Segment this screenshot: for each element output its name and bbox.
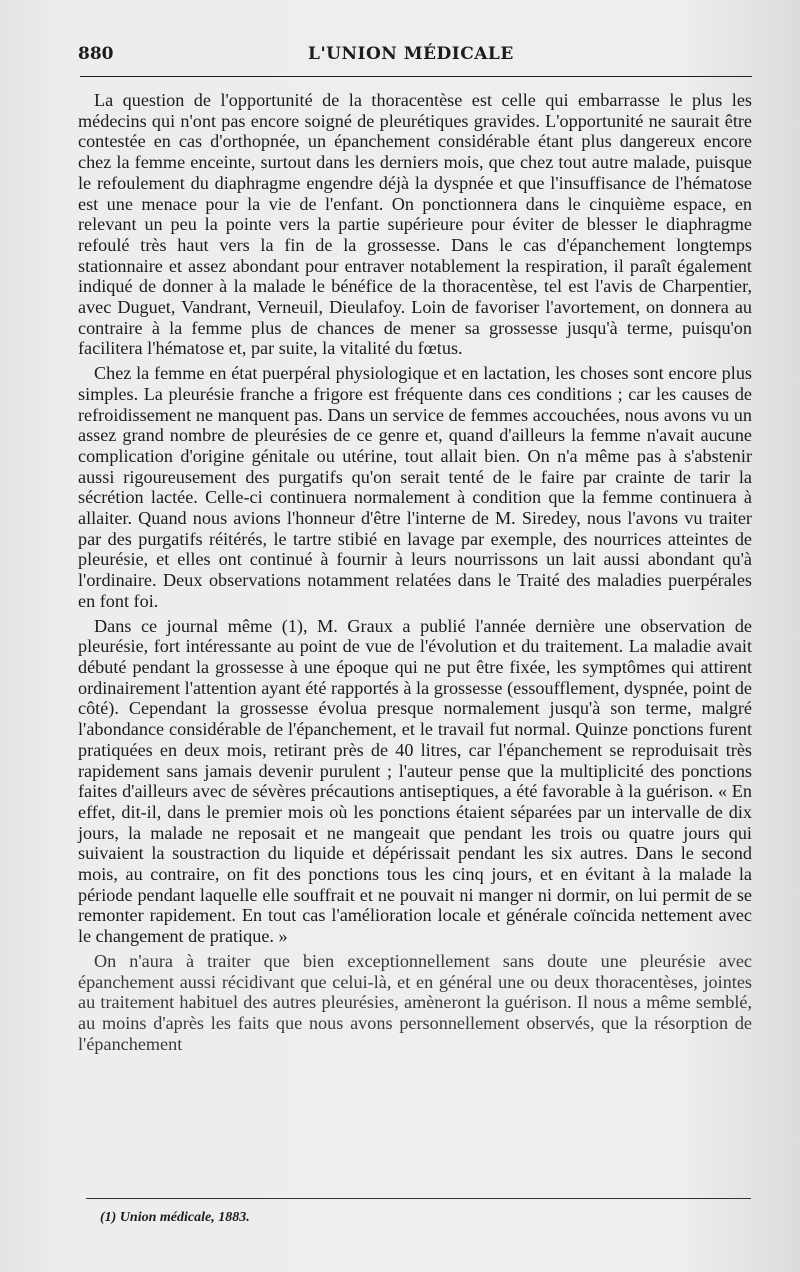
paragraph-thoracentesis: La question de l'opportunité de la thoracentèse est celle qui embarrasse le plus les médecins qui n'ont pas encore soigné de pleurétiques gravides. L'opportunité ne saurait être contestée en cas d'orthopnée, un épanchement considérable étant plus dangereux encore chez la femme enceinte, surtout dans les derniers mois, que chez tout autre malade, puisque le refoulement du diaphragme engendre déjà la dyspnée et que l'insuffisance de l'hématose est une menace pour la vie de l'enfant. On ponctionnera dans le cinquième espace, en relevant un peu la pointe vers la partie supérieure pour éviter de blesser le diaphragme refoulé très haut vers la fin de la grossesse. Dans le cas d'épanchement longtemps stationnaire et assez abondant pour entraver notablement la respiration, il paraît également indiqué de donner à la malade le bénéfice de la thoracentèse, tel est l'avis de Charpentier, avec Duguet, Vandrant, Verneuil, Dieulafoy. Loin de favoriser l'avortement, on donnera au contraire à la femme plus de chances de mener sa grossesse jusqu'à terme, puisqu'on facilitera l'hématose et, par suite, la vitalité du fœtus. [78, 90, 752, 359]
body-text [78, 90, 752, 1058]
paragraph-graux-observation: Dans ce journal même (1), M. Graux a publié l'année dernière une observation de pleurésie, fort intéressante au point de vue de l'évolution et du traitement. La maladie avait débuté pendant la grossesse à une époque qui ne put être fixée, les symptômes qui attirent ordinairement l'attention ayant été rapportés à la grossesse (essoufflement, dyspnée, point de côté). Cependant la grossesse évolua presque normalement jusqu'à son terme, malgré l'abondance considérable de l'épanchement, et le travail fut normal. Quinze ponctions furent pratiquées en deux mois, retirant près de 40 litres, car l'épanchement se reproduisait très rapidement sans jamais devenir purulent ; l'auteur pense que la multiplicité des ponctions faites d'ailleurs avec de sévères précautions antiseptiques, a été favorable à la guérison. « En effet, dit-il, dans le premier mois où les ponctions étaient séparées par un intervalle de dix jours, la malade ne reposait et ne mangeait que pendant les trois ou quatre jours qui suivaient la soustraction du liquide et dépérissait pendant les six autres. Dans le second mois, au contraire, on fit des ponctions tous les cinq jours, et en évitant à la malade la période pendant laquelle elle souffrait et ne pouvait ni manger ni dormir, on lui permit de se remonter rapidement. En tout cas l'amélioration locale et générale coïncida nettement avec le changement de pratique. » [78, 615, 752, 947]
page-number: 880 [78, 44, 114, 64]
paragraph-puerperal-state: Chez la femme en état puerpéral physiologique et en lactation, les choses sont encore plus simples. La pleurésie franche a frigore est fréquente dans ces conditions ; car les causes de refroidissement ne manquent pas. Dans un service de femmes accouchées, nous avons vu un assez grand nombre de pleurésies de ce genre et, quand d'ailleurs la femme n'avait aucune complication d'origine génitale ou utérine, tout allait bien. On n'a même pas à s'abstenir aussi rigoureusement des purgatifs qu'on serait tenté de le faire par crainte de tarir la sécrétion lactée. Celle-ci continuera normalement à condition que la femme continuera à allaiter. Quand nous avions l'honneur d'être l'interne de M. Siredey, nous l'avons vu traiter par des purgatifs réitérés, le tartre stibié en lavage par exemple, des nourrices atteintes de pleurésie, et elles ont continué à fournir à leurs nourrissons un lait aussi abondant qu'à l'ordinaire. Deux observations notamment relatées dans le Traité des maladies puerpérales en font foi. [78, 363, 752, 611]
running-title: L'UNION MÉDICALE [308, 44, 514, 64]
footnote: (1) Union médicale, 1883. [100, 1210, 250, 1225]
footnote-rule [86, 1198, 751, 1199]
header-rule [80, 76, 752, 77]
page-header [78, 44, 750, 68]
paragraph-conclusion: On n'aura à traiter que bien exceptionnellement sans doute une pleurésie avec épanchement aussi récidivant que celui-là, et en général une ou deux thoracentèses, jointes au traitement habituel des autres pleurésies, amèneront la guérison. Il nous a même semblé, au moins d'après les faits que nous avons personnellement observés, que la résorption de l'épanchement [78, 950, 752, 1054]
